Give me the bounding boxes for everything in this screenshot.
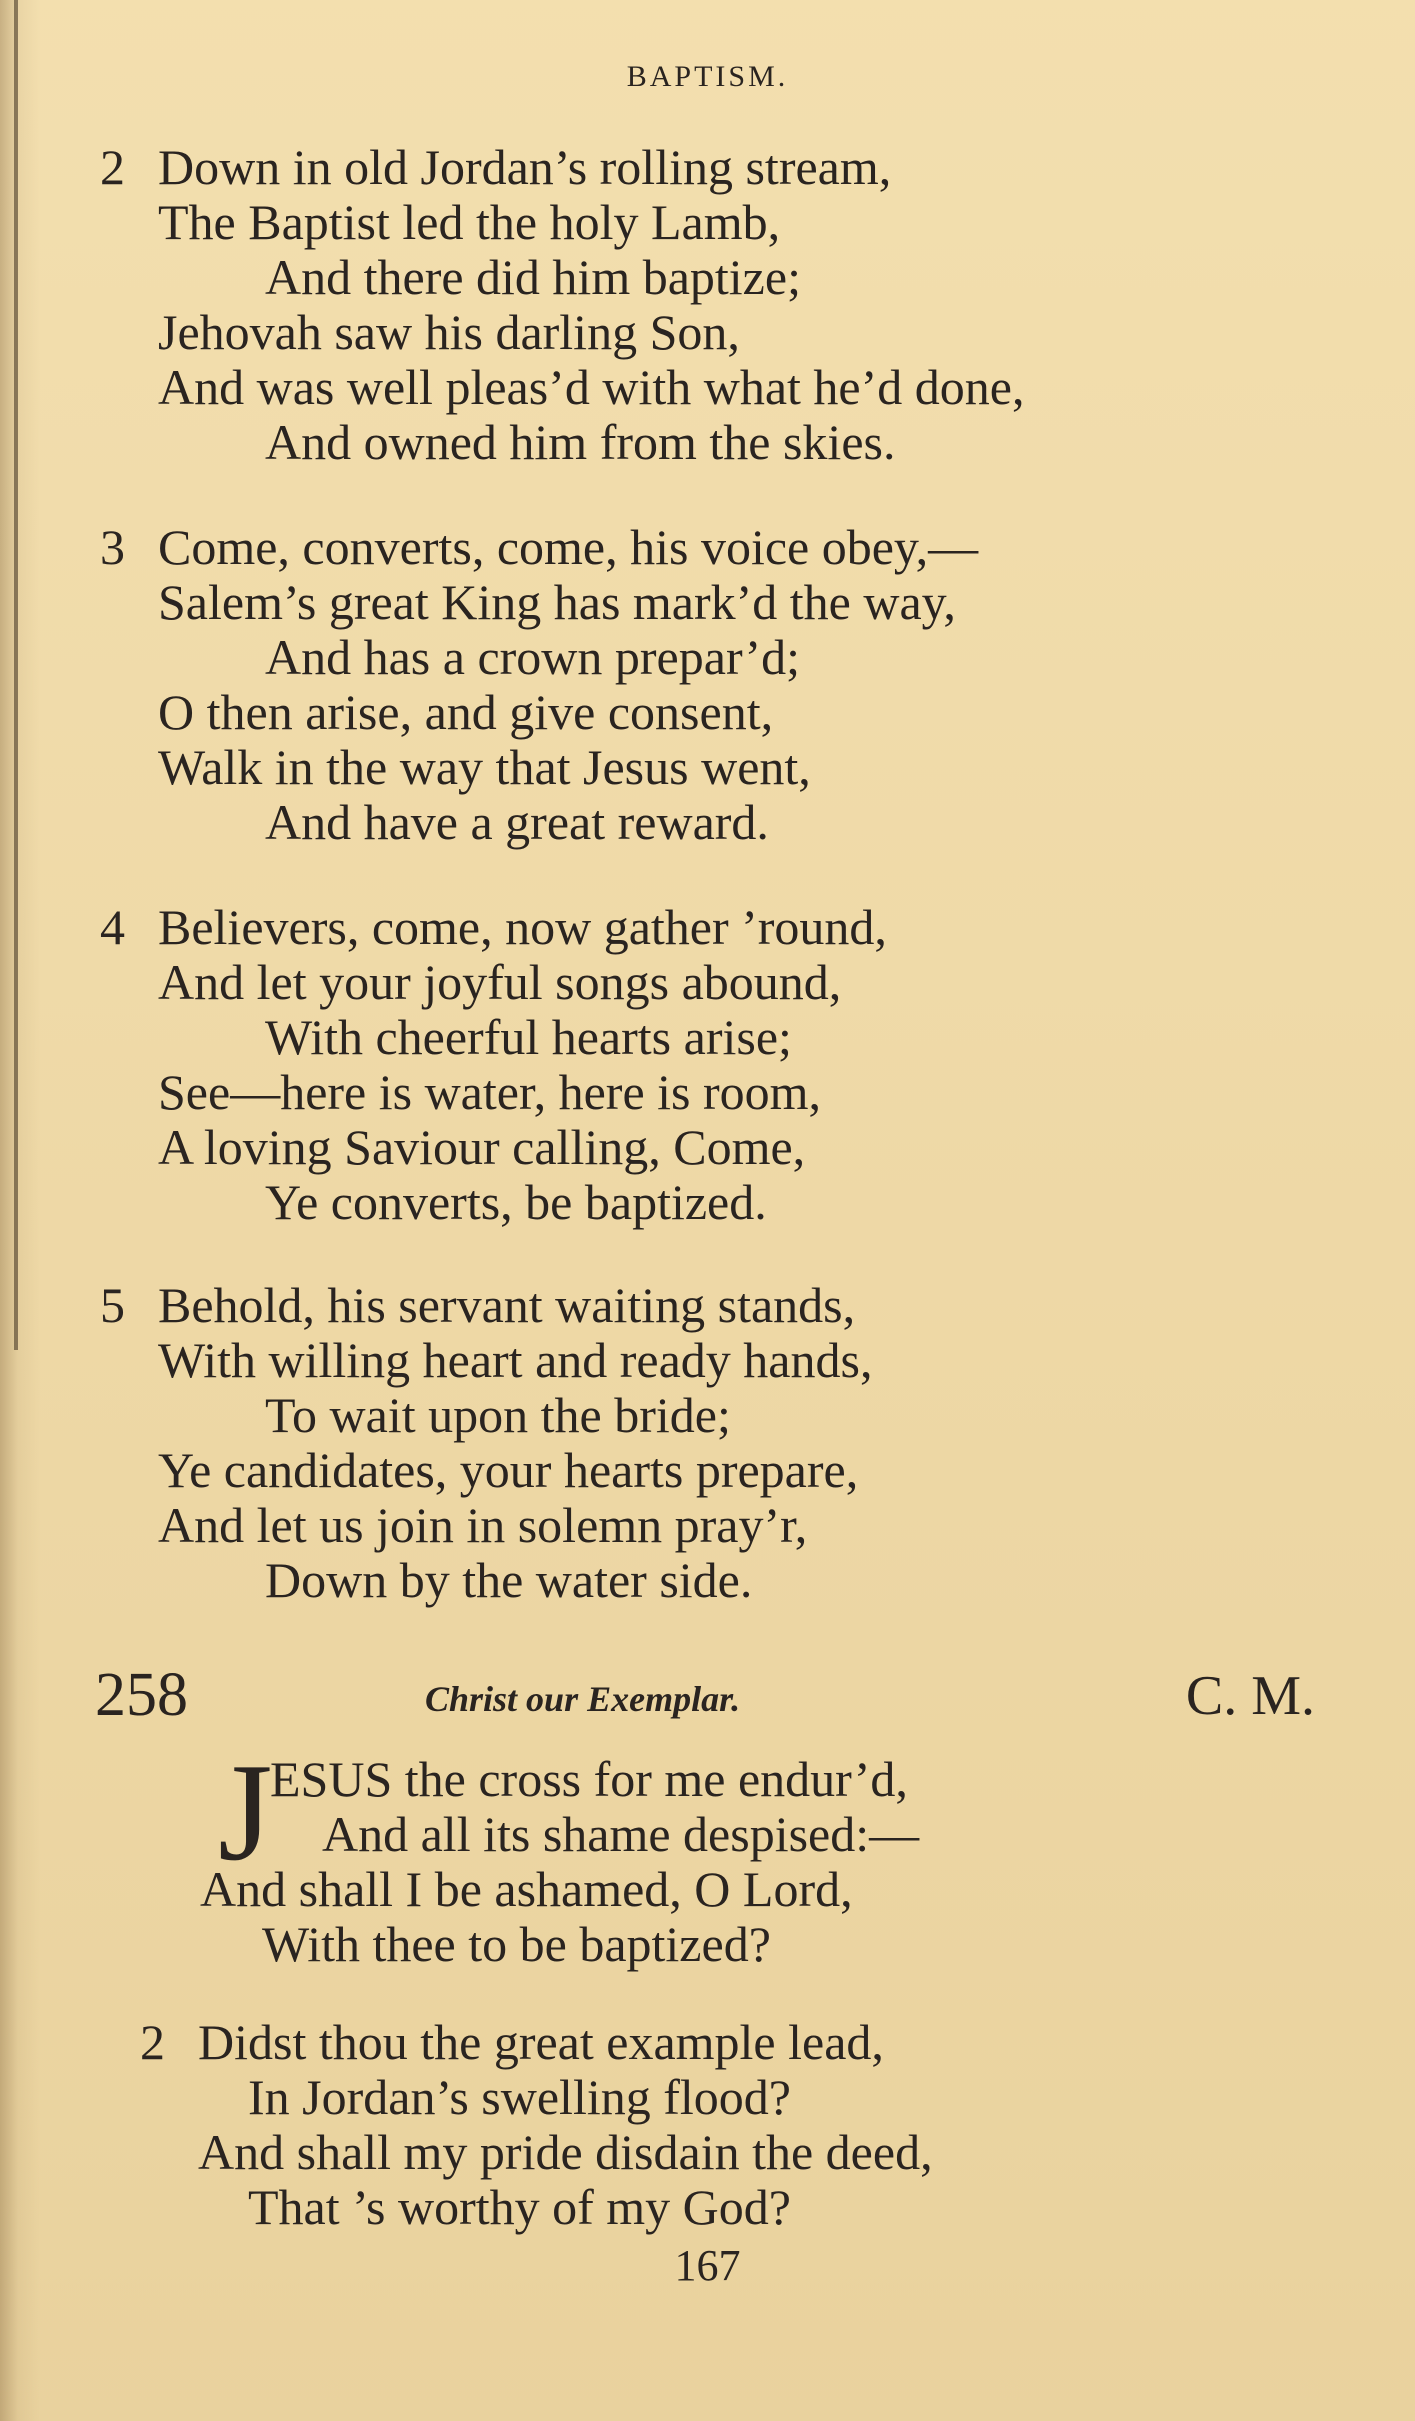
stanza-number: 2 [100, 139, 125, 195]
stanza-line: And shall my pride disdain the deed, [198, 2124, 933, 2180]
stanza-number: 2 [140, 2014, 165, 2070]
page-spine-shadow [14, 0, 18, 1350]
stanza-line: Down by the water side. [265, 1552, 753, 1608]
stanza-3 [100, 520, 978, 850]
stanza-line: And have a great reward. [265, 794, 769, 850]
stanza-line: 2 Didst thou the great example lead, [140, 2014, 884, 2070]
stanza-line: Jehovah saw his darling Son, [158, 304, 740, 360]
stanza-number: 3 [100, 519, 125, 575]
hymn-stanza-2 [140, 2015, 933, 2235]
stanza-line: And let us join in solemn pray’r, [158, 1497, 808, 1553]
stanza-line: And was well pleas’d with what he’d done, [158, 359, 1025, 415]
stanza-line: O then arise, and give consent, [158, 684, 774, 740]
stanza-line: 3 Come, converts, come, his voice obey,— [100, 519, 979, 575]
stanza-line: Salem’s great King has mark’d the way, [158, 574, 956, 630]
hymn-title: Christ our Exemplar. [425, 1679, 741, 1719]
hymn-number: 258 [95, 1661, 188, 1729]
stanza-line: ESUS the cross for me endur’d, [270, 1751, 908, 1807]
stanza-line: And has a crown prepar’d; [265, 629, 800, 685]
stanza-line: Ye converts, be baptized. [265, 1174, 767, 1230]
stanza-number: 4 [100, 899, 125, 955]
stanza-line: A loving Saviour calling, Come, [158, 1119, 806, 1175]
stanza-line: See—here is water, here is room, [158, 1064, 822, 1120]
hymn-meter: C. M. [1185, 1665, 1315, 1727]
stanza-line: And owned him from the skies. [265, 414, 896, 470]
stanza-line: That ’s worthy of my God? [248, 2179, 791, 2235]
stanza-line: With thee to be baptized? [262, 1916, 771, 1972]
stanza-line: With willing heart and ready hands, [158, 1332, 873, 1388]
stanza-line: And there did him baptize; [265, 249, 801, 305]
stanza-line: 5 Behold, his servant waiting stands, [100, 1277, 856, 1333]
stanza-line: To wait upon the bride; [265, 1387, 731, 1443]
stanza-line: The Baptist led the holy Lamb, [158, 194, 781, 250]
drop-cap: J [218, 1735, 273, 1890]
hymn-stanza-1 [200, 1752, 919, 1972]
stanza-line: Walk in the way that Jesus went, [158, 739, 811, 795]
stanza-4 [100, 900, 887, 1230]
stanza-number: 5 [100, 1277, 125, 1333]
stanza-5 [100, 1278, 872, 1608]
hymn-header [95, 1660, 1315, 1730]
stanza-line: 4 Believers, come, now gather ’round, [100, 899, 887, 955]
stanza-line: And shall I be ashamed, O Lord, [200, 1861, 853, 1917]
stanza-line: With cheerful hearts arise; [265, 1009, 792, 1065]
stanza-line: And all its shame despised:— [322, 1806, 920, 1862]
running-head: BAPTISM. [626, 60, 789, 93]
stanza-line: And let your joyful songs abound, [158, 954, 842, 1010]
stanza-line: 2 Down in old Jordan’s rolling stream, [100, 139, 892, 195]
stanza-2 [100, 140, 1024, 470]
stanza-line: Ye candidates, your hearts prepare, [158, 1442, 859, 1498]
stanza-line: In Jordan’s swelling flood? [248, 2069, 791, 2125]
page-number: 167 [674, 2241, 741, 2290]
